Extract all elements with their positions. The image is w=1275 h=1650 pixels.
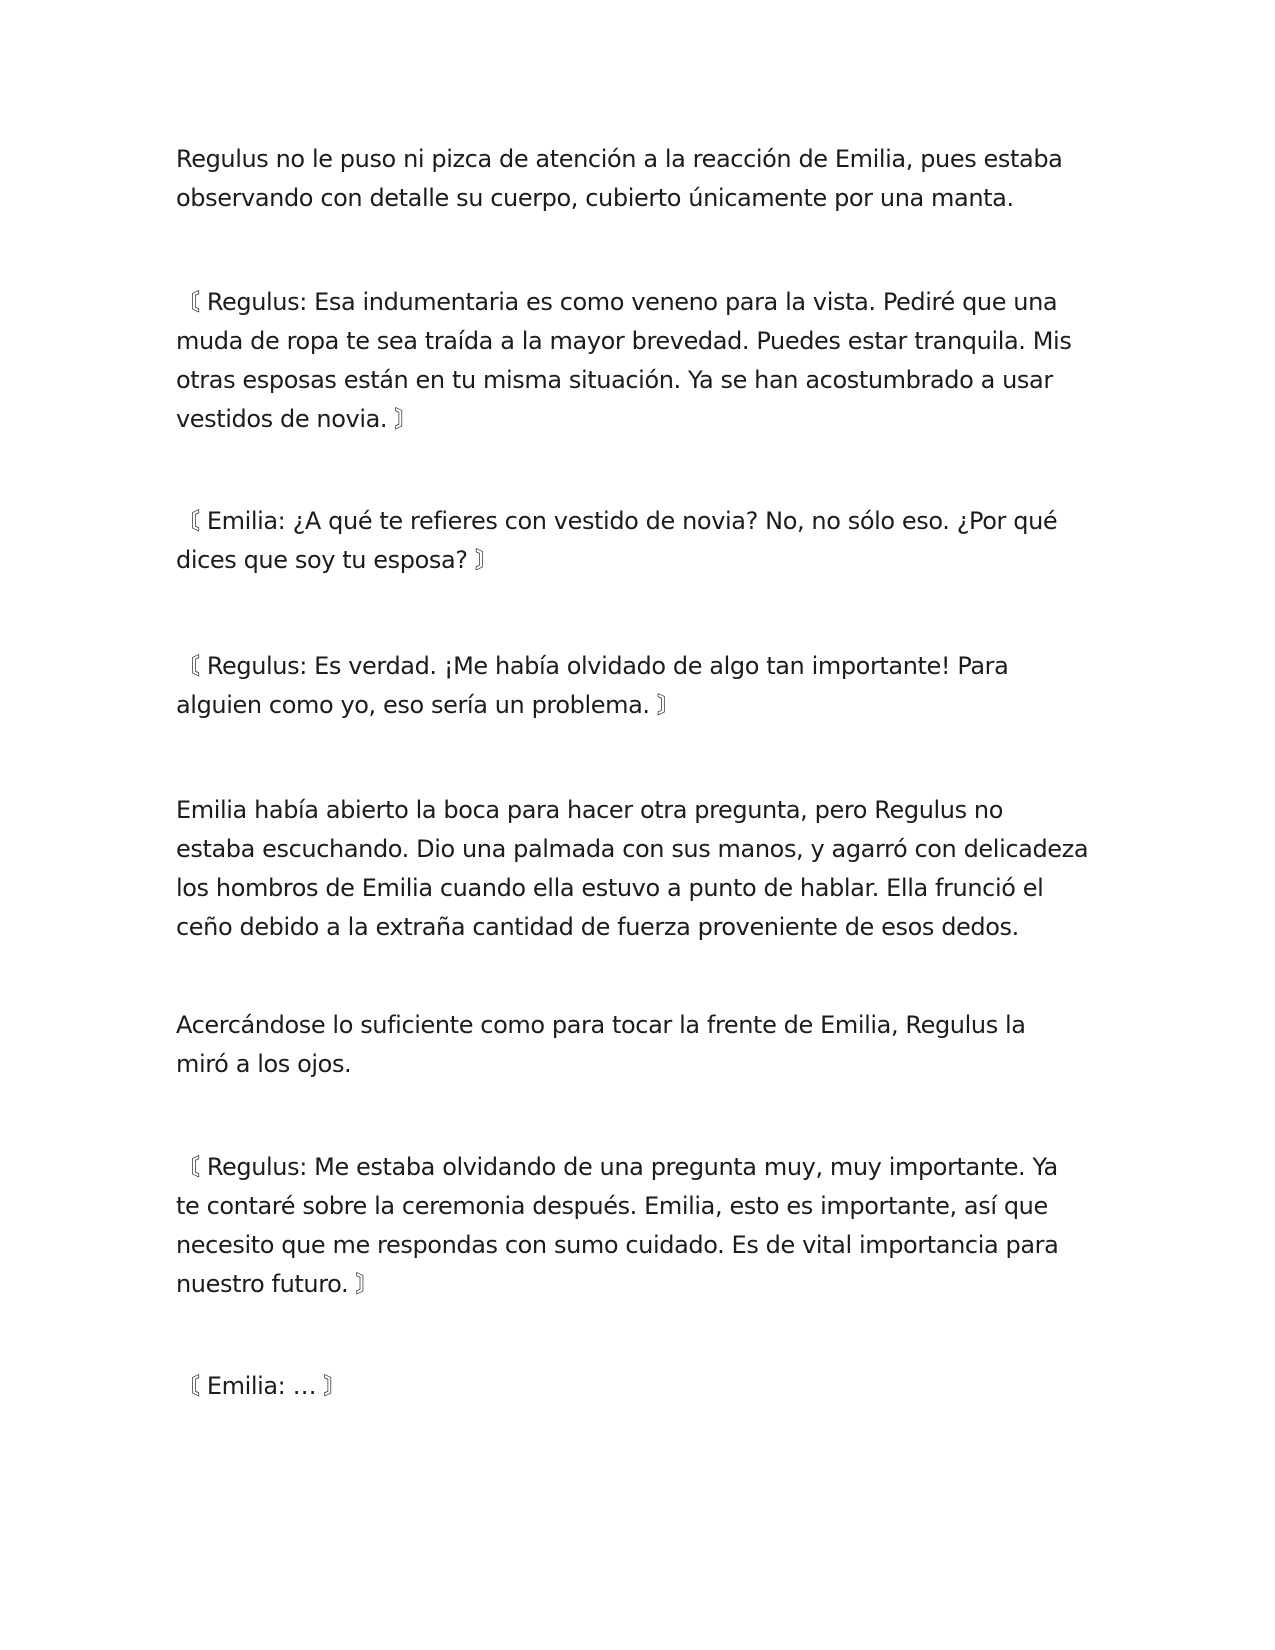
dialogue-paragraph — [176, 1148, 1106, 1304]
text-line: Acercándose lo suficiente como para tocar la frente de Emilia, Regulus la — [176, 1011, 1026, 1039]
text-line: nuestro futuro. 〙 — [176, 1270, 380, 1298]
text-line: 〘 Emilia: … 〙 — [176, 1372, 348, 1400]
text-line: alguien como yo, eso sería un problema. 〙 — [176, 691, 681, 719]
text-line: miró a los ojos. — [176, 1050, 352, 1078]
text-line: los hombros de Emilia cuando ella estuvo a punto de hablar. Ella frunció el — [176, 874, 1044, 902]
narration-paragraph — [176, 1006, 1106, 1084]
narration-paragraph — [176, 791, 1106, 947]
text-line: estaba escuchando. Dio una palmada con sus manos, y agarró con delicadeza — [176, 835, 1089, 863]
text-line: otras esposas están en tu misma situación. Ya se han acostumbrado a usar — [176, 366, 1053, 394]
narration-paragraph — [176, 140, 1106, 218]
text-line: observando con detalle su cuerpo, cubierto únicamente por una manta. — [176, 184, 1014, 212]
text-line: 〘 Regulus: Esa indumentaria es como veneno para la vista. Pediré que una — [176, 288, 1058, 316]
text-line: muda de ropa te sea traída a la mayor brevedad. Puedes estar tranquila. Mis — [176, 327, 1072, 355]
text-line: te contaré sobre la ceremonia después. Emilia, esto es importante, así que — [176, 1192, 1048, 1220]
text-line: vestidos de novia. 〙 — [176, 405, 418, 433]
text-line: 〘 Emilia: ¿A qué te refieres con vestido de novia? No, no sólo eso. ¿Por qué — [176, 507, 1058, 535]
dialogue-paragraph — [176, 502, 1106, 580]
text-line: Emilia había abierto la boca para hacer otra pregunta, pero Regulus no — [176, 796, 1004, 824]
dialogue-paragraph — [176, 647, 1106, 725]
text-line: ceño debido a la extraña cantidad de fuerza proveniente de esos dedos. — [176, 913, 1019, 941]
text-line: 〘 Regulus: Me estaba olvidando de una pregunta muy, muy importante. Ya — [176, 1153, 1058, 1181]
text-line: dices que soy tu esposa? 〙 — [176, 546, 499, 574]
dialogue-paragraph — [176, 283, 1106, 439]
text-line: necesito que me respondas con sumo cuidado. Es de vital importancia para — [176, 1231, 1059, 1259]
dialogue-paragraph — [176, 1367, 1106, 1406]
text-line: 〘 Regulus: Es verdad. ¡Me había olvidado de algo tan importante! Para — [176, 652, 1009, 680]
text-line: Regulus no le puso ni pizca de atención a la reacción de Emilia, pues estaba — [176, 145, 1063, 173]
